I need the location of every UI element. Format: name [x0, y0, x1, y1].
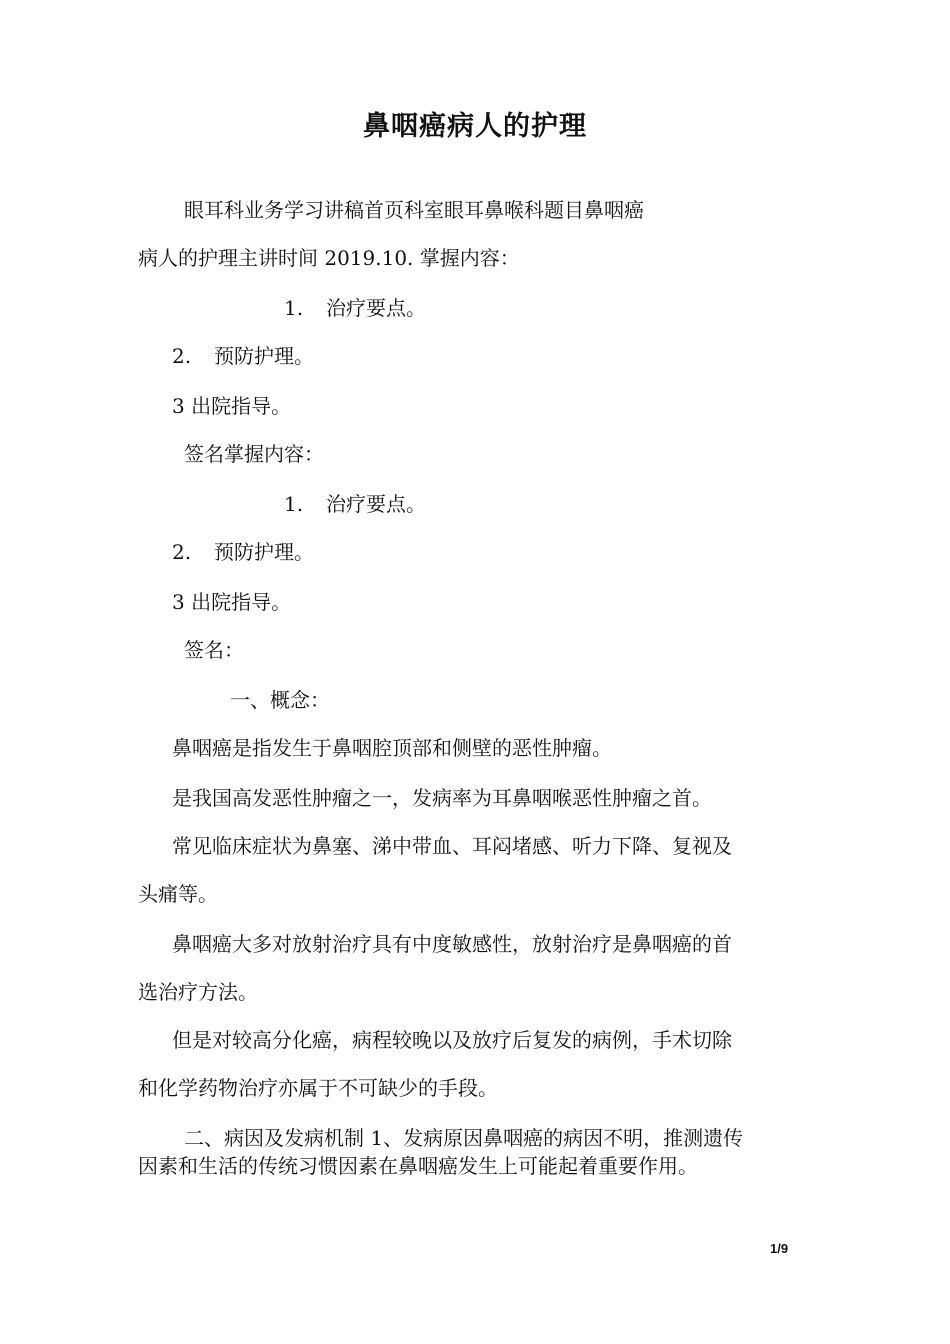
list-item-text: 治疗要点。 — [326, 492, 426, 516]
list-item-text: 预防护理。 — [214, 540, 314, 564]
sign-master-label: 签名掌握内容： — [184, 442, 324, 466]
intro-line-1: 眼耳科业务学习讲稿首页科室眼耳鼻喉科题目鼻咽癌 — [184, 198, 644, 222]
paragraph-3-line-1: 常见临床症状为鼻塞、涕中带血、耳闷堵感、听力下降、复视及 — [172, 834, 732, 858]
list2-item-2 — [172, 538, 314, 566]
document-title: 鼻咽癌病人的护理 — [363, 111, 587, 142]
intro-line-2: 病人的护理主讲时间 2019.10. 掌握内容： — [138, 246, 520, 270]
paragraph-5-line-2: 和化学药物治疗亦属于不可缺少的手段。 — [138, 1076, 498, 1100]
list-item-text: 预防护理。 — [214, 344, 314, 368]
paragraph-6-line-2: 因素和生活的传统习惯因素在鼻咽癌发生上可能起着重要作用。 — [138, 1154, 698, 1178]
list-item-number: 2. — [172, 344, 192, 368]
list-item-3: 3 出院指导。 — [172, 394, 292, 418]
list-item-number: 1. — [284, 492, 304, 516]
list-item-2 — [172, 342, 314, 370]
section-heading-concept: 一、概念： — [230, 688, 330, 712]
paragraph-4-line-1: 鼻咽癌大多对放射治疗具有中度敏感性，放射治疗是鼻咽癌的首 — [172, 932, 732, 956]
list-item-text: 治疗要点。 — [326, 296, 426, 320]
list-item-1 — [284, 294, 426, 322]
paragraph-3-line-2: 头痛等。 — [138, 882, 218, 906]
paragraph-6-line-1: 二、病因及发病机制 1、发病原因鼻咽癌的病因不明，推测遗传 — [184, 1126, 744, 1150]
list2-item-1 — [284, 490, 426, 518]
paragraph-1: 鼻咽癌是指发生于鼻咽腔顶部和侧壁的恶性肿瘤。 — [172, 736, 612, 760]
list-item-number: 1. — [284, 296, 304, 320]
paragraph-5-line-1: 但是对较高分化癌，病程较晚以及放疗后复发的病例，手术切除 — [172, 1028, 732, 1052]
list2-item-3: 3 出院指导。 — [172, 590, 292, 614]
paragraph-2: 是我国高发恶性肿瘤之一，发病率为耳鼻咽喉恶性肿瘤之首。 — [172, 786, 712, 810]
page-number: 1/9 — [770, 1241, 789, 1256]
list-item-number: 2. — [172, 540, 192, 564]
sign-label: 签名： — [184, 638, 244, 662]
paragraph-4-line-2: 选治疗方法。 — [138, 980, 258, 1004]
